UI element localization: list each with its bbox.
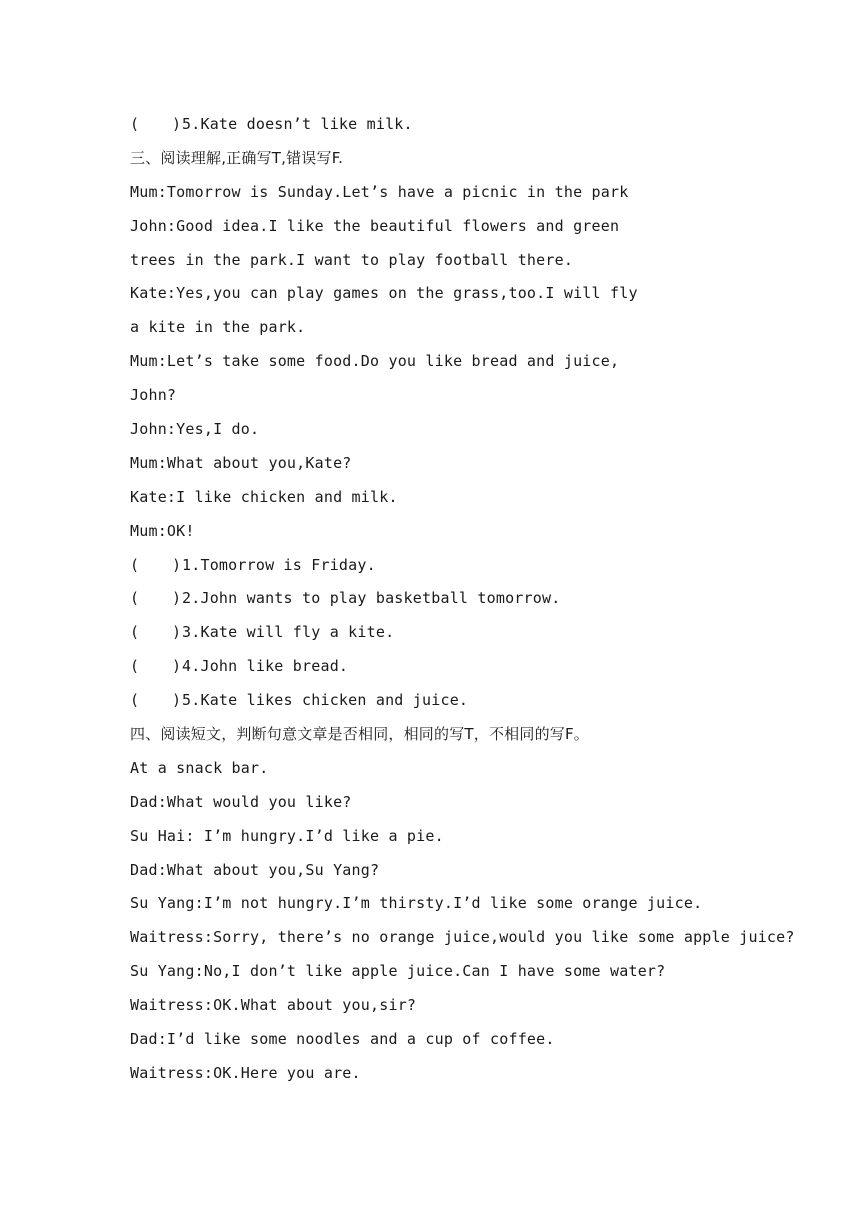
question-item [130, 108, 750, 142]
text-line-content: Kate:I like chicken and milk. [130, 487, 398, 506]
answer-bracket-open: ( [130, 623, 140, 642]
text-line [130, 820, 750, 854]
text-line-content: Mum:Tomorrow is Sunday.Let’s have a picnic in the park [130, 182, 629, 201]
question-item [130, 616, 750, 650]
question-text: 4.John like bread. [182, 657, 349, 676]
text-line-content: Dad:What about you,Su Yang? [130, 860, 380, 879]
question-item [130, 650, 750, 684]
text-line [130, 176, 750, 210]
section-heading [130, 718, 750, 752]
text-line-content: Dad:What would you like? [130, 792, 352, 811]
text-line [130, 210, 750, 244]
section-heading [130, 142, 750, 176]
text-line-content: Su Yang:No,I don’t like apple juice.Can I have some water? [130, 962, 666, 981]
text-line-content: Mum:What about you,Kate? [130, 453, 352, 472]
text-line [130, 345, 750, 379]
question-item [130, 549, 750, 583]
text-line [130, 752, 750, 786]
text-line-content: Su Yang:I’m not hungry.I’m thirsty.I’d like some orange juice. [130, 894, 703, 913]
text-line [130, 786, 750, 820]
answer-bracket-close: ) [172, 555, 182, 574]
text-line-content: Waitress:Sorry, there’s no orange juice,would you like some apple juice? [130, 928, 795, 947]
text-line [130, 379, 750, 413]
text-line-content: John:Good idea.I like the beautiful flowers and green [130, 216, 620, 235]
section-heading-text: 四、阅读短文，判断句意文章是否相同，相同的写T，不相同的写F。 [130, 725, 589, 744]
text-line [130, 515, 750, 549]
text-line [130, 481, 750, 515]
text-line-content: Waitress:OK.Here you are. [130, 1063, 361, 1082]
text-line [130, 1023, 750, 1057]
text-line-content: Mum:Let’s take some food.Do you like bread and juice, [130, 352, 620, 371]
question-text: 5.Kate doesn’t like milk. [182, 115, 413, 133]
answer-bracket-open: ( [130, 115, 140, 133]
text-line-content: Dad:I’d like some noodles and a cup of coffee. [130, 1030, 555, 1049]
question-text: 2.John wants to play basketball tomorrow. [182, 589, 561, 608]
question-item [130, 684, 750, 718]
answer-bracket-open: ( [130, 555, 140, 574]
text-line [130, 854, 750, 888]
text-line-content: Su Hai: I’m hungry.I’d like a pie. [130, 826, 444, 845]
question-text: 1.Tomorrow is Friday. [182, 555, 376, 574]
text-line-content: At a snack bar. [130, 758, 269, 777]
text-line [130, 277, 750, 311]
text-line [130, 413, 750, 447]
answer-bracket-close: ) [172, 657, 182, 676]
text-line-content: trees in the park.I want to play football there. [130, 250, 574, 269]
answer-bracket-close: ) [172, 589, 182, 608]
question-item [130, 582, 750, 616]
answer-bracket-close: ) [172, 115, 182, 133]
text-line [130, 244, 750, 278]
section-heading-text: 三、阅读理解,正确写T,错误写F. [130, 148, 344, 167]
text-line-content: Kate:Yes,you can play games on the grass,too.I will fly [130, 284, 638, 303]
text-line-content: John:Yes,I do. [130, 420, 260, 439]
text-line-content: Mum:OK! [130, 521, 195, 540]
question-text: 3.Kate will fly a kite. [182, 623, 395, 642]
text-line [130, 989, 750, 1023]
text-line-content: John? [130, 386, 177, 405]
question-text: 5.Kate likes chicken and juice. [182, 691, 469, 710]
text-line [130, 921, 795, 955]
text-line-content: a kite in the park. [130, 318, 306, 337]
text-line [130, 1057, 750, 1091]
text-line [130, 447, 750, 481]
answer-bracket-open: ( [130, 691, 140, 710]
text-line-content: Waitress:OK.What about you,sir? [130, 996, 417, 1015]
answer-bracket-open: ( [130, 589, 140, 608]
document-body [130, 108, 795, 1091]
answer-bracket-close: ) [172, 691, 182, 710]
answer-bracket-open: ( [130, 657, 140, 676]
text-line [130, 887, 750, 921]
answer-bracket-close: ) [172, 623, 182, 642]
text-line [130, 311, 750, 345]
text-line [130, 955, 750, 989]
